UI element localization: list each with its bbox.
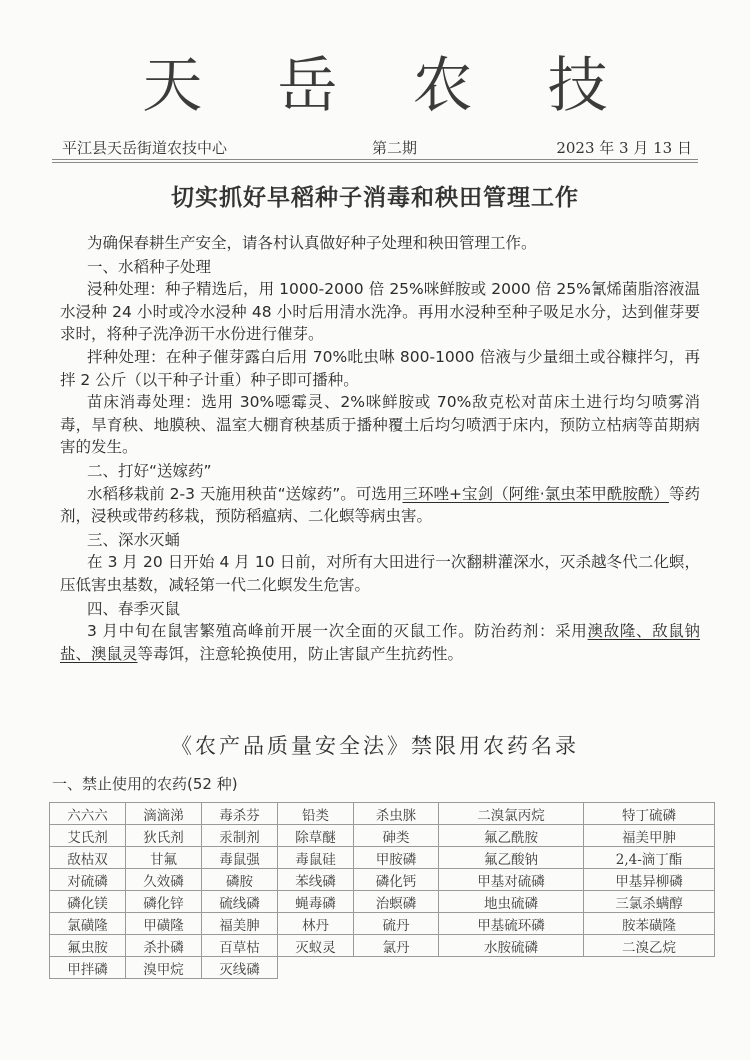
intro-paragraph: 为确保春耕生产安全，请各村认真做好种子处理和秧田管理工作。 — [87, 234, 537, 252]
banned-pesticide-table — [49, 802, 715, 979]
table-cell: 毒鼠强 — [202, 847, 278, 869]
list-title: 《农产品质量安全法》禁限用农药名录 — [171, 734, 579, 758]
table-cell: 艾氏剂 — [50, 825, 126, 847]
table-cell: 除草醚 — [278, 825, 354, 847]
table-cell: 地虫硫磷 — [439, 891, 584, 913]
table-cell: 林丹 — [278, 913, 354, 935]
table-cell: 久效磷 — [126, 869, 202, 891]
table-row — [50, 825, 715, 847]
table-cell: 三氯杀螨醇 — [584, 891, 715, 913]
table-cell: 福美胂 — [202, 913, 278, 935]
table-cell: 杀扑磷 — [126, 935, 202, 957]
table-cell: 杀虫脒 — [354, 803, 439, 825]
section-heading: 四、春季灭鼠 — [87, 599, 181, 618]
table-cell: 甲拌磷 — [50, 957, 126, 979]
table-row — [50, 803, 715, 825]
empty-cell — [584, 957, 715, 979]
table-cell: 磷胺 — [202, 869, 278, 891]
table-cell: 胺苯磺隆 — [584, 913, 715, 935]
paragraph: 在 3 月 20 日开始 4 月 10 日前，对所有大田进行一次翻耕灌深水，灭杀越冬代二化螟，压低害虫基数，减轻第一代二化螟发生危害。 — [60, 553, 700, 594]
organization: 平江县天岳街道农技中心 — [62, 139, 228, 157]
table-cell: 磷化锌 — [126, 891, 202, 913]
text: 3 月中旬在鼠害繁殖高峰前开展一次全面的灭鼠工作。防治药剂：采用 — [87, 622, 588, 641]
table-row — [50, 847, 715, 869]
article-headline: 切实抓好早稻种子消毒和秧田管理工作 — [171, 184, 579, 211]
table-cell: 磷化镁 — [50, 891, 126, 913]
paragraph: 拌种处理：在种子催芽露白后用 70%吡虫啉 800-1000 倍液与少量细土或谷糠拌匀，再拌 2 公斤（以干种子计重）种子即可播种。 — [60, 347, 700, 389]
table-cell: 毒杀芬 — [202, 803, 278, 825]
table-cell: 蝇毒磷 — [278, 891, 354, 913]
table-cell: 铅类 — [278, 803, 354, 825]
section-heading: 一、水稻种子处理 — [87, 257, 212, 276]
section-heading: 三、深水灭蛹 — [87, 530, 181, 549]
issue-number: 第二期 — [372, 139, 418, 157]
divider — [52, 162, 698, 163]
table-cell: 灭线磷 — [202, 957, 278, 979]
table-cell: 氟乙酰胺 — [439, 825, 584, 847]
table-cell: 灭蚁灵 — [278, 935, 354, 957]
table-cell: 砷类 — [354, 825, 439, 847]
table-cell: 敌枯双 — [50, 847, 126, 869]
table-cell: 二溴氯丙烷 — [439, 803, 584, 825]
paragraph — [60, 483, 700, 528]
table-cell: 硫丹 — [354, 913, 439, 935]
table-cell: 福美甲胂 — [584, 825, 715, 847]
table-cell: 2,4-滴丁酯 — [584, 847, 715, 869]
text: 等毒饵，注意轮换使用，防止害鼠产生抗药性。 — [137, 644, 464, 663]
text: 等药剂，浸秧或带药移栽，预防稻瘟病、二化螟等病虫害。 — [60, 484, 700, 526]
table-cell: 特丁硫磷 — [584, 803, 715, 825]
table-cell: 甲基硫环磷 — [439, 913, 584, 935]
table-cell: 氯丹 — [354, 935, 439, 957]
table-row — [50, 935, 715, 957]
table-cell: 六六六 — [50, 803, 126, 825]
text: 水稻移栽前 2-3 天施用秧苗“送嫁药”。可选用 — [87, 484, 403, 503]
empty-cell — [278, 957, 354, 979]
table-cell: 溴甲烷 — [126, 957, 202, 979]
issue-date: 2023 年 3 月 13 日 — [556, 139, 692, 157]
section-heading: 二、打好“送嫁药” — [87, 461, 212, 480]
article-body — [60, 232, 700, 665]
table-cell: 甲基对硫磷 — [439, 869, 584, 891]
table-cell: 氯磺隆 — [50, 913, 126, 935]
table-cell: 氟虫胺 — [50, 935, 126, 957]
table-cell: 甲磺隆 — [126, 913, 202, 935]
table-cell: 水胺硫磷 — [439, 935, 584, 957]
table-cell: 狄氏剂 — [126, 825, 202, 847]
divider — [52, 159, 698, 160]
table-cell: 二溴乙烷 — [584, 935, 715, 957]
table-cell: 毒鼠硅 — [278, 847, 354, 869]
underlined-text: 三环唑+宝剑（阿维·氯虫苯甲酰胺酰） — [402, 484, 669, 503]
table-cell: 治螟磷 — [354, 891, 439, 913]
table-cell: 甲基异柳磷 — [584, 869, 715, 891]
table-cell: 滴滴涕 — [126, 803, 202, 825]
table-row — [50, 869, 715, 891]
paragraph — [60, 620, 700, 665]
table-row — [50, 913, 715, 935]
table-row — [50, 891, 715, 913]
masthead-title: 天 岳 农 技 — [142, 51, 636, 121]
empty-cell — [439, 957, 584, 979]
table-cell: 甘氟 — [126, 847, 202, 869]
table-cell: 汞制剂 — [202, 825, 278, 847]
table-cell: 硫线磷 — [202, 891, 278, 913]
table-cell: 百草枯 — [202, 935, 278, 957]
underlined-text: 澳敌隆、敌鼠钠盐、澳鼠灵 — [60, 622, 700, 663]
table-cell: 苯线磷 — [278, 869, 354, 891]
paragraph: 苗床消毒处理：选用 30%噁霉灵、2%咪鲜胺或 70%敌克松对苗床土进行均匀喷雾消毒，旱育秧、地膜秧、温室大棚育秧基质于播种覆土后均匀喷洒于床内，预防立枯病等苗期病害的发生。 — [60, 393, 700, 457]
empty-cell — [354, 957, 439, 979]
table-cell: 磷化钙 — [354, 869, 439, 891]
table-cell: 甲胺磷 — [354, 847, 439, 869]
table-cell: 对硫磷 — [50, 869, 126, 891]
paragraph: 浸种处理：种子精选后，用 1000-2000 倍 25%咪鲜胺或 2000 倍 25%氰烯菌脂溶液温水浸种 24 小时或冷水浸种 48 小时后用清水洗净。再用水浸种至种子吸足水分，达到催芽要求时，将种子洗净沥干水份进行催芽。 — [60, 280, 700, 344]
list-subhead: 一、禁止使用的农药(52 种) — [52, 775, 238, 793]
table-row — [50, 957, 715, 979]
table-cell: 氟乙酸钠 — [439, 847, 584, 869]
